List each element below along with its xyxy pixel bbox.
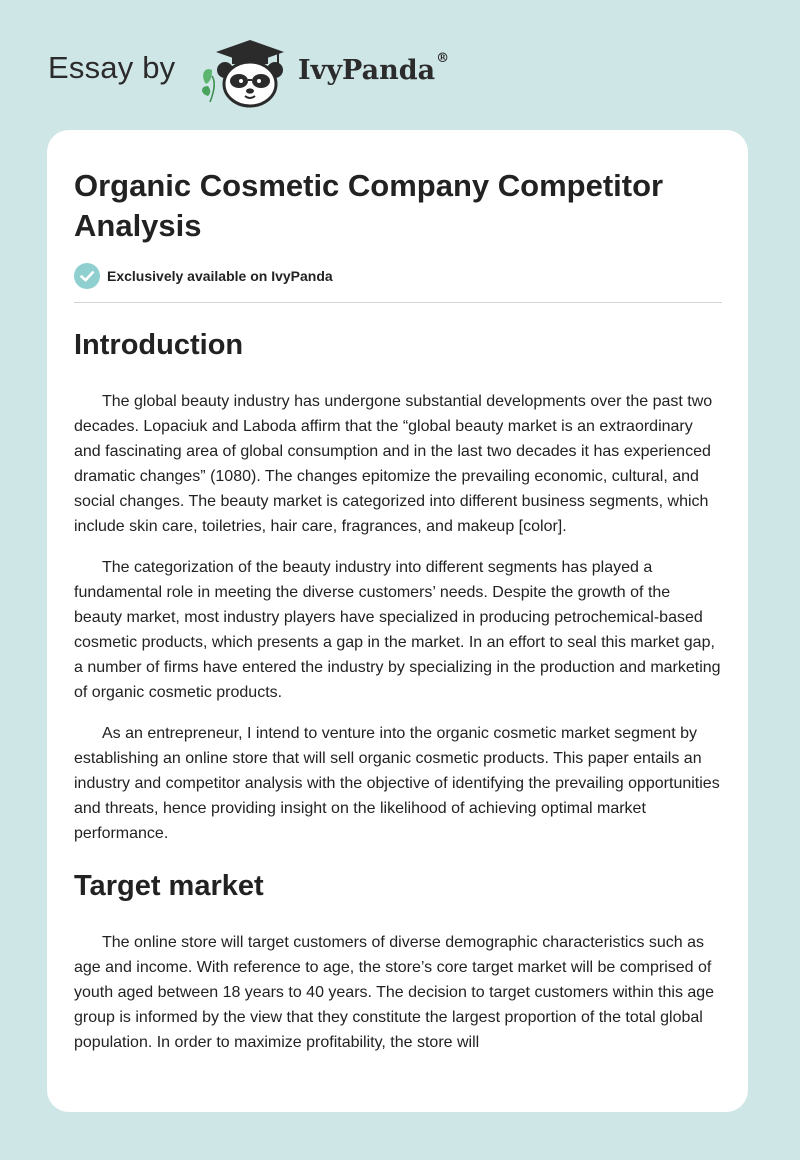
article-body: [74, 325, 722, 1055]
article-title: Organic Cosmetic Company Competitor Analysis: [74, 168, 664, 243]
brand-name: IvyPanda®: [298, 51, 450, 86]
paragraph: The categorization of the beauty industry into different segments has played a fundamental role in meeting the diverse customers’ needs. Despite the growth of the beauty market, most industry players have specialized in producing petrochemical-based cosmetic products, which presents a gap in the market. In an effort to seal this market gap, a number of firms have entered the industry by specializing in the production and marketing of organic cosmetic products.: [74, 559, 721, 701]
exclusive-badge: [74, 263, 722, 289]
paragraph: The global beauty industry has undergone substantial developments over the past two decades. Lopaciuk and Laboda affirm that the “global beauty market is an extraordinary and fascinating area of global consumption and in the last two decades it has experienced dramatic changes” (1080). The changes epitomize the prevailing economic, cultural, and social changes. The beauty market is categorized into different business segments, which include skin care, toiletries, hair care, fragrances, and makeup [color].: [74, 393, 713, 535]
site-brand[interactable]: [48, 36, 468, 108]
section-target-market: [74, 866, 722, 1055]
title-divider: [74, 302, 722, 303]
registered-mark: ®: [436, 51, 450, 66]
section-heading: Introduction: [74, 329, 244, 361]
panda-logo-icon: [198, 36, 294, 108]
brand-prefix: Essay by: [48, 50, 176, 85]
section-introduction: [74, 325, 722, 846]
article-card: [47, 130, 748, 1112]
section-heading: Target market: [74, 870, 264, 902]
check-circle-icon: [74, 263, 100, 289]
exclusive-badge-text: Exclusively available on IvyPanda: [107, 268, 333, 284]
paragraph: The online store will target customers of diverse demographic characteristics such as age and income. With reference to age, the store’s core target market will be comprised of youth aged between 18 years to 40 years. The decision to target customers within this age group is informed by the view that they constitute the largest proportion of the total global population. In order to maximize profitability, the store will: [74, 934, 715, 1051]
paragraph: As an entrepreneur, I intend to venture into the organic cosmetic market segment by establishing an online store that will sell organic cosmetic products. This paper entails an industry and competitor analysis with the objective of identifying the prevailing opportunities and threats, hence providing insight on the likelihood of achieving optimal market performance.: [74, 725, 720, 842]
